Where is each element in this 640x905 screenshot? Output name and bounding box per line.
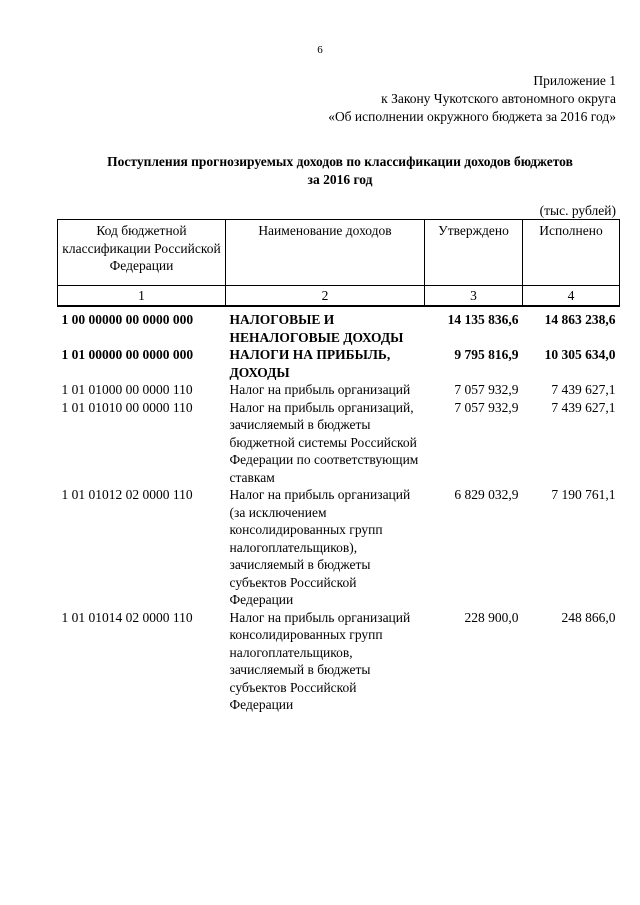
table-row	[58, 346, 620, 381]
row-code: 1 01 01010 00 0000 110	[61, 399, 193, 415]
table-header-row	[58, 220, 620, 286]
title-line-1: Поступления прогнозируемых доходов по классификации доходов бюджетов	[107, 154, 573, 169]
column-number: 3	[425, 286, 523, 307]
row-name: Налог на прибыль организаций, зачисляемый в бюджеты бюджетной системы Российской Федерации по соответствующим ставкам	[229, 399, 419, 485]
row-executed: 248 866,0	[561, 609, 616, 625]
table-row	[58, 381, 620, 399]
page-number: 6	[317, 44, 323, 56]
title-line-2: за 2016 год	[307, 172, 373, 187]
row-code: 1 01 01000 00 0000 110	[61, 382, 193, 397]
column-number: 1	[58, 286, 226, 307]
row-approved: 7 057 932,9	[454, 382, 519, 397]
table-row	[58, 399, 620, 487]
row-executed: 7 439 627,1	[551, 382, 616, 397]
header-approved: Утверждено	[425, 220, 523, 286]
document-title	[60, 153, 620, 189]
table-row	[58, 486, 620, 609]
row-code: 1 01 01012 02 0000 110	[61, 487, 193, 502]
row-name: НАЛОГОВЫЕ И НЕНАЛОГОВЫЕ ДОХОДЫ	[229, 312, 404, 345]
row-code: 1 01 01014 02 0000 110	[61, 609, 193, 625]
row-approved: 7 057 932,9	[454, 399, 519, 415]
appendix-line-1: Приложение 1	[533, 73, 616, 88]
row-executed: 10 305 634,0	[544, 347, 616, 362]
row-executed: 7 190 761,1	[551, 487, 616, 502]
row-approved: 14 135 836,6	[447, 312, 519, 327]
appendix-line-3: «Об исполнении окружного бюджета за 2016 год»	[328, 109, 616, 124]
row-approved: 9 795 816,9	[454, 347, 519, 362]
appendix-line-2: к Закону Чукотского автономного округа	[381, 91, 616, 106]
row-code: 1 00 00000 00 0000 000	[61, 312, 194, 327]
row-approved: 228 900,0	[464, 609, 519, 625]
row-approved: 6 829 032,9	[454, 487, 519, 502]
row-name: Налог на прибыль организаций (за исключением консолидированных групп налогоплательщиков), зачисляемый в бюджеты субъектов Российской Федерации	[229, 487, 411, 607]
header-code: Код бюджетной классификации Российской Федерации	[58, 220, 226, 286]
header-name: Наименование доходов	[226, 220, 425, 286]
row-code: 1 01 00000 00 0000 000	[61, 347, 194, 362]
revenue-table	[57, 219, 620, 714]
appendix-block	[328, 72, 616, 126]
row-executed: 7 439 627,1	[551, 399, 616, 415]
row-name: Налог на прибыль организаций консолидированных групп налогоплательщиков, зачисляемый в бюджеты субъектов Российской Федерации	[229, 609, 411, 712]
column-number-row	[58, 286, 620, 307]
header-executed: Исполнено	[523, 220, 620, 286]
units-label: (тыс. рублей)	[539, 203, 616, 218]
row-name: Налог на прибыль организаций	[229, 382, 411, 397]
column-number: 4	[523, 286, 620, 307]
table-row	[58, 609, 620, 714]
row-name: НАЛОГИ НА ПРИБЫЛЬ, ДОХОДЫ	[229, 347, 391, 380]
column-number: 2	[226, 286, 425, 307]
table-row	[58, 306, 620, 346]
row-executed: 14 863 238,6	[544, 312, 616, 327]
